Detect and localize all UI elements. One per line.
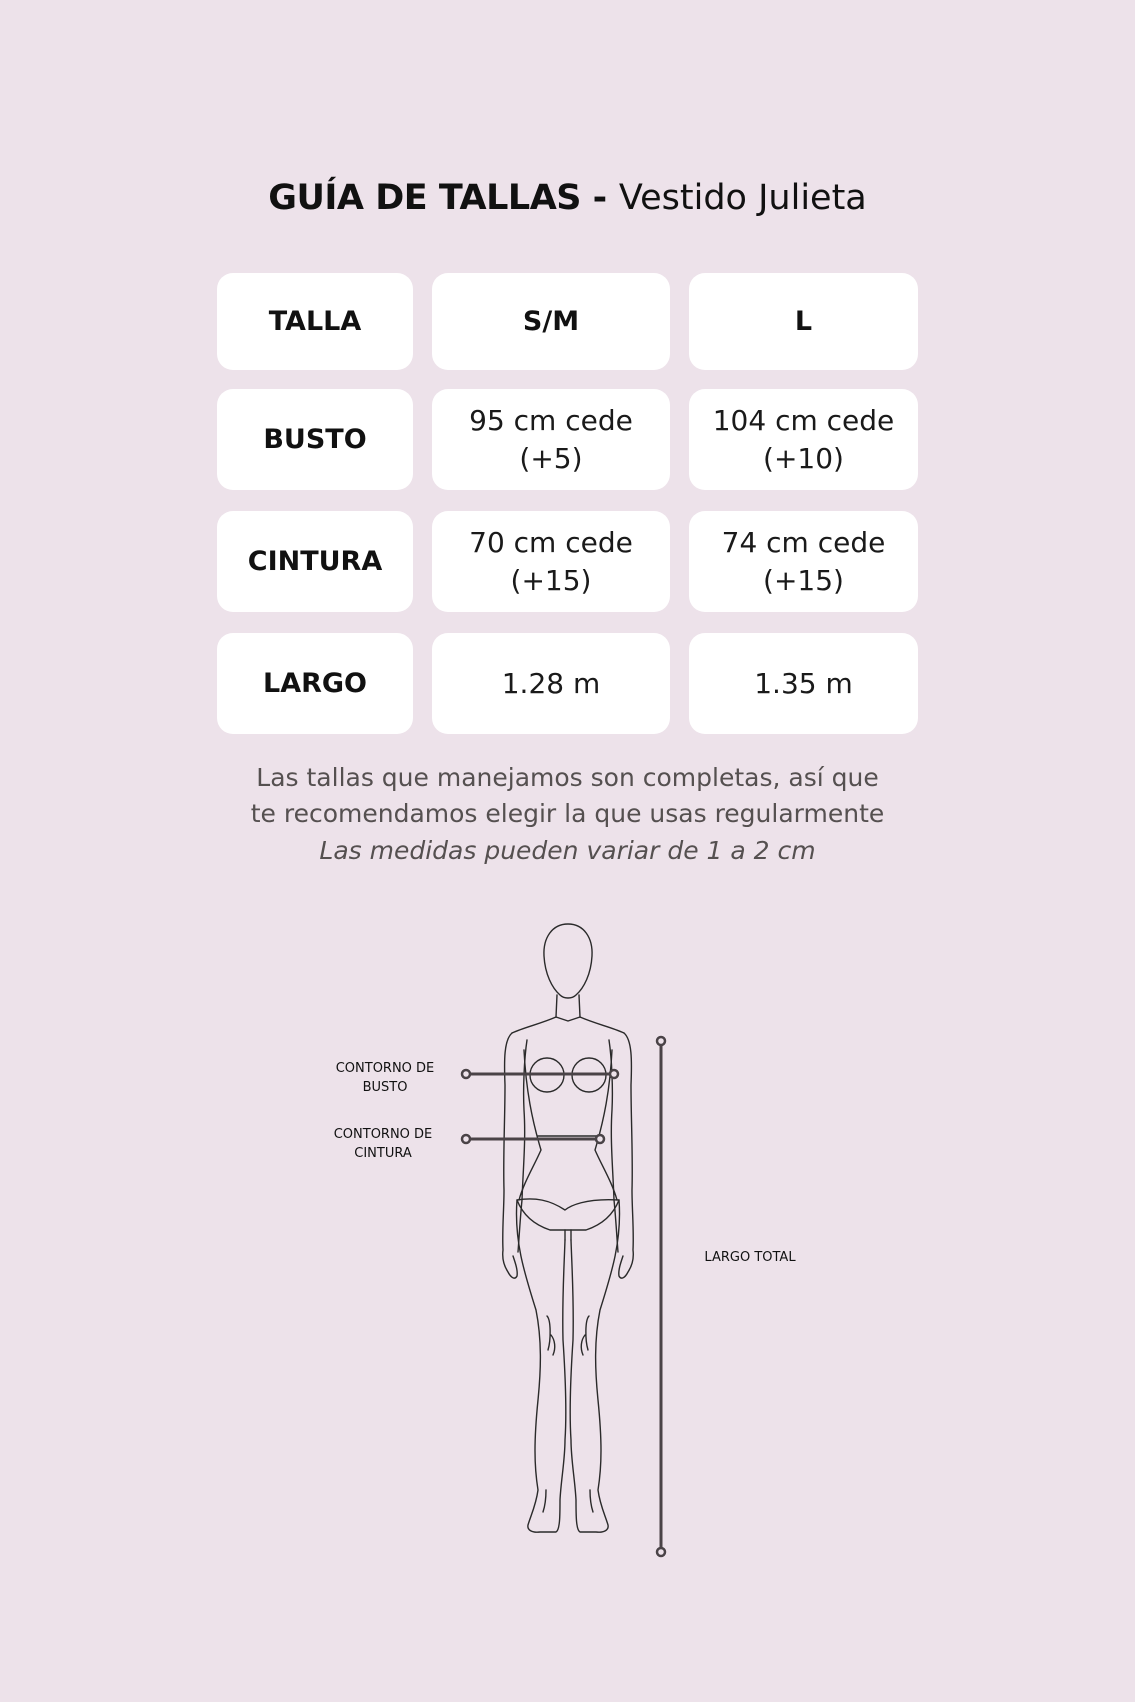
left-leg — [516, 1200, 565, 1532]
bust-line-start-dot — [462, 1070, 470, 1078]
largo-l-value: 1.35 m — [689, 633, 918, 734]
header-l: L — [689, 273, 918, 370]
cintura-l-value: 74 cm cede (+15) — [689, 511, 918, 612]
size-table — [0, 0, 1135, 740]
length-line-top-dot — [657, 1037, 665, 1045]
row-label-busto: BUSTO — [217, 389, 413, 490]
header-sm: S/M — [432, 273, 670, 370]
cintura-sm-value: 70 cm cede (+15) — [432, 511, 670, 612]
bust-label: CONTORNO DE BUSTO — [335, 1061, 435, 1095]
busto-l-value: 104 cm cede (+10) — [689, 389, 918, 490]
waist-label: CONTORNO DE CINTURA — [333, 1127, 433, 1161]
busto-sm-value: 95 cm cede (+5) — [432, 389, 670, 490]
left-arm — [503, 1033, 517, 1278]
waist-line-start-dot — [462, 1135, 470, 1143]
measurement-figure — [0, 900, 1135, 1580]
right-leg — [570, 1200, 619, 1532]
note-line-2: te recomendamos elegir la que usas regularmente — [250, 799, 885, 828]
title-product: Vestido Julieta — [618, 178, 867, 218]
header-talla: TALLA — [217, 273, 413, 370]
waist-line-end-dot — [596, 1135, 604, 1143]
bust-line-end-dot — [610, 1070, 618, 1078]
largo-sm-value: 1.28 m — [432, 633, 670, 734]
row-label-largo: LARGO — [217, 633, 413, 734]
title-bold: GUÍA DE TALLAS - — [268, 178, 607, 218]
length-label: LARGO TOTAL — [704, 1250, 796, 1265]
row-label-cintura: CINTURA — [217, 511, 413, 612]
right-arm — [619, 1033, 633, 1278]
head-outline — [544, 924, 592, 998]
note-line-3: Las medidas pueden variar de 1 a 2 cm — [319, 836, 816, 865]
length-line-bottom-dot — [657, 1548, 665, 1556]
body-illustration — [0, 900, 1135, 1580]
note-line-1: Las tallas que manejamos son completas, así que — [256, 763, 879, 792]
briefs — [517, 1199, 619, 1230]
